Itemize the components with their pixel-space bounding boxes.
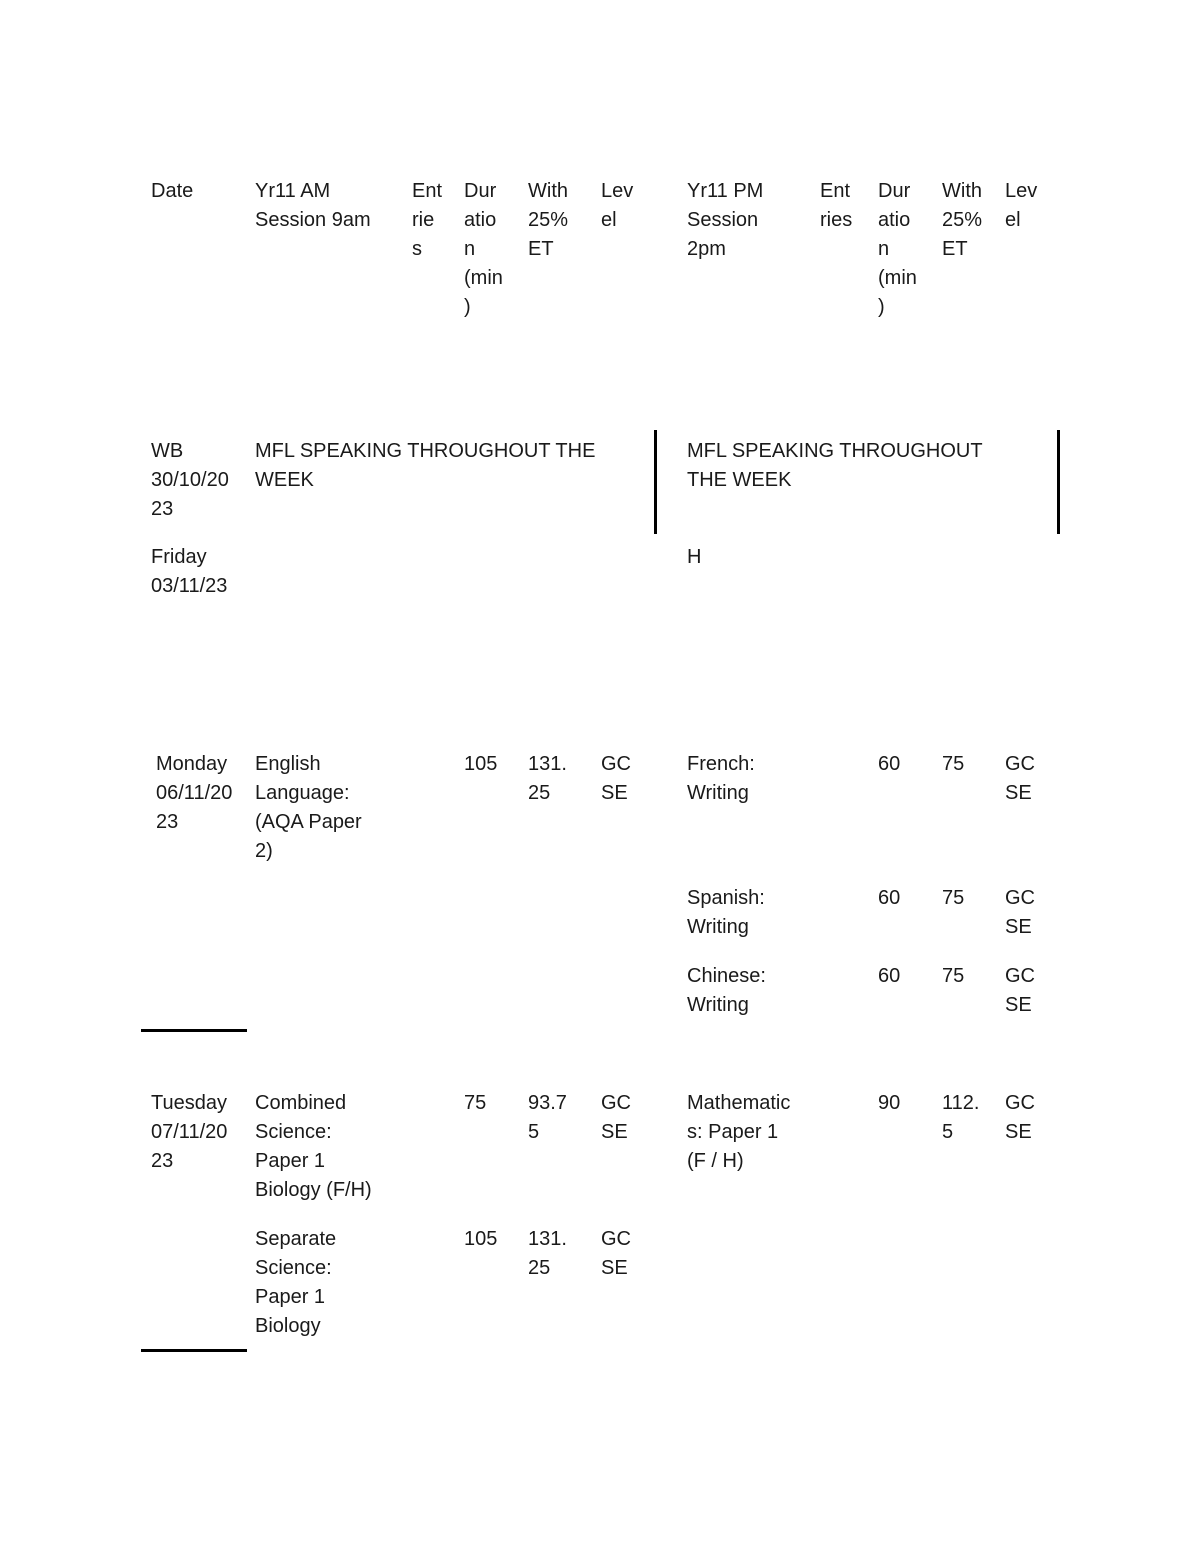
header-am-entries: Ent rie s (412, 180, 443, 260)
header-am-duration: Dur atio n (min ) (464, 180, 503, 318)
week-row-pm-text: MFL SPEAKING THROUGHOUT THE WEEK (687, 440, 983, 491)
tuesday-am-extra-time: 93.7 5 (528, 1092, 567, 1143)
monday-pm-extra-time: 75 (942, 887, 965, 909)
friday-row-pm-text: H (687, 546, 702, 568)
header-date: Date (151, 180, 194, 202)
tuesday-pm-level: GC SE (1005, 1092, 1035, 1143)
friday-row-date: Friday 03/11/23 (151, 546, 228, 597)
monday-pm-duration: 60 (878, 887, 901, 909)
monday-pm-subject: French: Writing (687, 753, 755, 804)
monday-am-level: GC SE (601, 753, 631, 804)
monday-pm-level: GC SE (1005, 753, 1035, 804)
week-row-date: WB 30/10/20 23 (151, 440, 229, 520)
tuesday-row-date: Tuesday 07/11/20 23 (151, 1092, 228, 1172)
tuesday-am-duration: 75 (464, 1092, 487, 1114)
tuesday-pm-extra-time: 112. 5 (942, 1092, 980, 1143)
monday-pm-duration: 60 (878, 965, 901, 987)
tuesday-am-level: GC SE (601, 1092, 631, 1143)
tuesday-am-duration: 105 (464, 1228, 498, 1250)
monday-am-subject: English Language: (AQA Paper 2) (255, 753, 362, 862)
tuesday-am-extra-time: 131. 25 (528, 1228, 567, 1279)
header-pm-duration: Dur atio n (min ) (878, 180, 917, 318)
monday-pm-extra-time: 75 (942, 965, 965, 987)
monday-pm-extra-time: 75 (942, 753, 965, 775)
monday-am-extra-time: 131. 25 (528, 753, 567, 804)
monday-pm-subject: Spanish: Writing (687, 887, 765, 938)
header-pm-extra-time: With 25% ET (942, 180, 983, 260)
monday-pm-level: GC SE (1005, 965, 1035, 1016)
row-divider (141, 1029, 247, 1032)
monday-pm-duration: 60 (878, 753, 901, 775)
column-divider (654, 430, 657, 534)
row-divider (141, 1349, 247, 1352)
monday-row-date: Monday 06/11/20 23 (156, 753, 233, 833)
tuesday-pm-subject: Mathematic s: Paper 1 (F / H) (687, 1092, 791, 1172)
week-row-am-text: MFL SPEAKING THROUGHOUT THE WEEK (255, 440, 596, 491)
header-pm-entries: Ent ries (820, 180, 853, 231)
monday-pm-subject: Chinese: Writing (687, 965, 766, 1016)
tuesday-pm-duration: 90 (878, 1092, 901, 1114)
header-am-level: Lev el (601, 180, 634, 231)
header-am-extra-time: With 25% ET (528, 180, 569, 260)
header-pm-session: Yr11 PM Session 2pm (687, 180, 764, 260)
tuesday-am-subject: Separate Science: Paper 1 Biology (255, 1228, 337, 1337)
column-divider (1057, 430, 1060, 534)
tuesday-am-subject: Combined Science: Paper 1 Biology (F/H) (255, 1092, 372, 1201)
monday-pm-level: GC SE (1005, 887, 1035, 938)
monday-am-duration: 105 (464, 753, 498, 775)
header-pm-level: Lev el (1005, 180, 1038, 231)
header-am-session: Yr11 AM Session 9am (255, 180, 371, 231)
tuesday-am-level: GC SE (601, 1228, 631, 1279)
